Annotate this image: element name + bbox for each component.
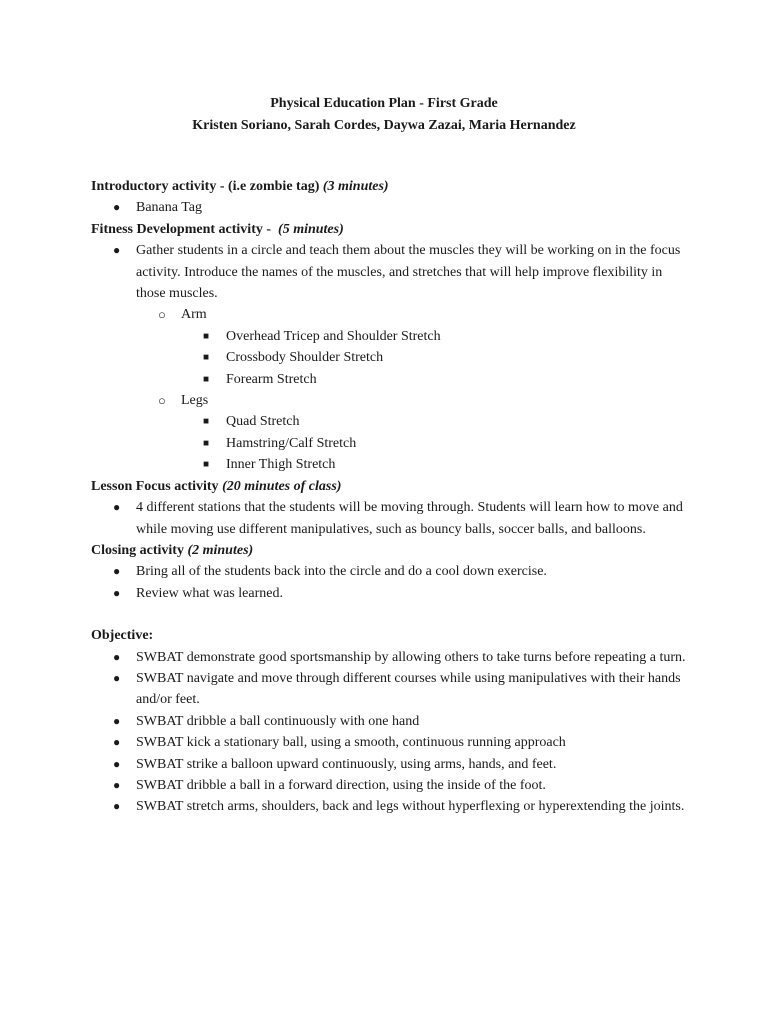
square-marker: ■ [203, 437, 210, 449]
bullet-marker: ● [113, 564, 121, 579]
closing-heading-text: Closing activity [91, 542, 184, 558]
bullet-marker: ● [113, 500, 121, 515]
fitness-heading [91, 219, 691, 240]
group-label-legs: Legs [181, 393, 209, 409]
stretch-item [91, 347, 691, 368]
stretch-item [91, 369, 691, 390]
circle-marker: ○ [158, 393, 166, 409]
closing-time: (2 minutes) [187, 542, 254, 558]
fitness-time: (5 minutes) [278, 221, 344, 237]
objective-item-text: SWBAT navigate and move through different courses while using manipulatives with their hands and/or feet. [136, 670, 681, 708]
objective-item-text: SWBAT dribble a ball in a forward direction, using the inside of the foot. [136, 777, 546, 793]
objective-item-text: SWBAT kick a stationary ball, using a smooth, continuous running approach [136, 735, 566, 751]
square-marker: ■ [203, 373, 210, 385]
stretch-item-text: Quad Stretch [226, 414, 300, 430]
bullet-marker: ● [113, 200, 121, 215]
list-item-text: Review what was learned. [136, 585, 283, 601]
bullet-marker: ● [113, 735, 121, 750]
intro-heading [91, 176, 691, 197]
stretch-item [91, 411, 691, 432]
objective-item-text: SWBAT demonstrate good sportsmanship by allowing others to take turns before repeating a turn. [136, 649, 686, 665]
objective-heading: Objective: [91, 628, 154, 644]
stretch-item [91, 454, 691, 475]
objective-item [91, 732, 691, 753]
objective-item [91, 647, 691, 668]
list-item [91, 240, 691, 304]
list-item-text: Bring all of the students back into the circle and do a cool down exercise. [136, 564, 547, 580]
document-title: Physical Education Plan - First Grade [270, 96, 498, 111]
list-item-text: Gather students in a circle and teach them about the muscles they will be working on in the focus activity. Introduce the names of the muscles, and stretches that will help improve flexibility in those muscles. [136, 243, 681, 302]
intro-heading-text: Introductory activity - (i.e zombie tag) [91, 179, 320, 194]
stretch-item [91, 326, 691, 347]
bullet-marker: ● [113, 670, 121, 685]
stretch-item-text: Hamstring/Calf Stretch [226, 435, 357, 451]
bullet-marker: ● [113, 243, 121, 258]
list-item-text: 4 different stations that the students will be moving through. Students will learn how to move and while moving use different manipulatives, such as bouncy balls, soccer balls, and balloons. [136, 500, 683, 537]
bullet-marker: ● [113, 756, 121, 771]
closing-heading [91, 540, 691, 561]
bullet-marker: ● [113, 799, 121, 814]
objective-item [91, 668, 691, 711]
fitness-heading-text: Fitness Development activity - [91, 221, 272, 237]
square-marker: ■ [203, 352, 210, 364]
objective-item [91, 711, 691, 732]
objective-item-text: SWBAT strike a balloon upward continuously, using arms, hands, and feet. [136, 756, 557, 772]
stretch-item [91, 433, 691, 454]
objective-item-text: SWBAT dribble a ball continuously with one hand [136, 713, 420, 729]
section-spacer [91, 604, 691, 625]
objective-item [91, 754, 691, 775]
lesson-heading [91, 476, 691, 497]
square-marker: ■ [203, 459, 210, 471]
intro-time: (3 minutes) [322, 179, 389, 194]
list-item [91, 497, 691, 540]
stretch-item-text: Overhead Tricep and Shoulder Stretch [226, 328, 441, 344]
list-item-text: Banana Tag [136, 200, 203, 216]
lesson-time: (20 minutes of class) [222, 478, 342, 494]
document-authors: Kristen Soriano, Sarah Cordes, Daywa Zazai, Maria Hernandez [192, 118, 576, 133]
lesson-heading-text: Lesson Focus activity [91, 478, 219, 494]
list-item [91, 561, 691, 582]
objective-item [91, 775, 691, 796]
stretch-item-text: Crossbody Shoulder Stretch [226, 350, 384, 366]
circle-marker: ○ [158, 307, 166, 323]
lesson-plan-body [91, 176, 691, 818]
square-marker: ■ [203, 416, 210, 428]
list-item [91, 583, 691, 604]
square-marker: ■ [203, 330, 210, 342]
sublist-item [91, 390, 691, 411]
group-label-arm: Arm [181, 307, 207, 323]
objective-item [91, 796, 691, 817]
objective-item-text: SWBAT stretch arms, shoulders, back and legs without hyperflexing or hyperextending the joints. [136, 799, 685, 815]
list-item [91, 197, 691, 218]
bullet-marker: ● [113, 713, 121, 728]
stretch-item-text: Inner Thigh Stretch [226, 457, 336, 473]
bullet-marker: ● [113, 777, 121, 792]
sublist-item [91, 304, 691, 325]
title-block [0, 93, 768, 137]
stretch-item-text: Forearm Stretch [226, 371, 317, 387]
bullet-marker: ● [113, 585, 121, 600]
bullet-marker: ● [113, 649, 121, 664]
